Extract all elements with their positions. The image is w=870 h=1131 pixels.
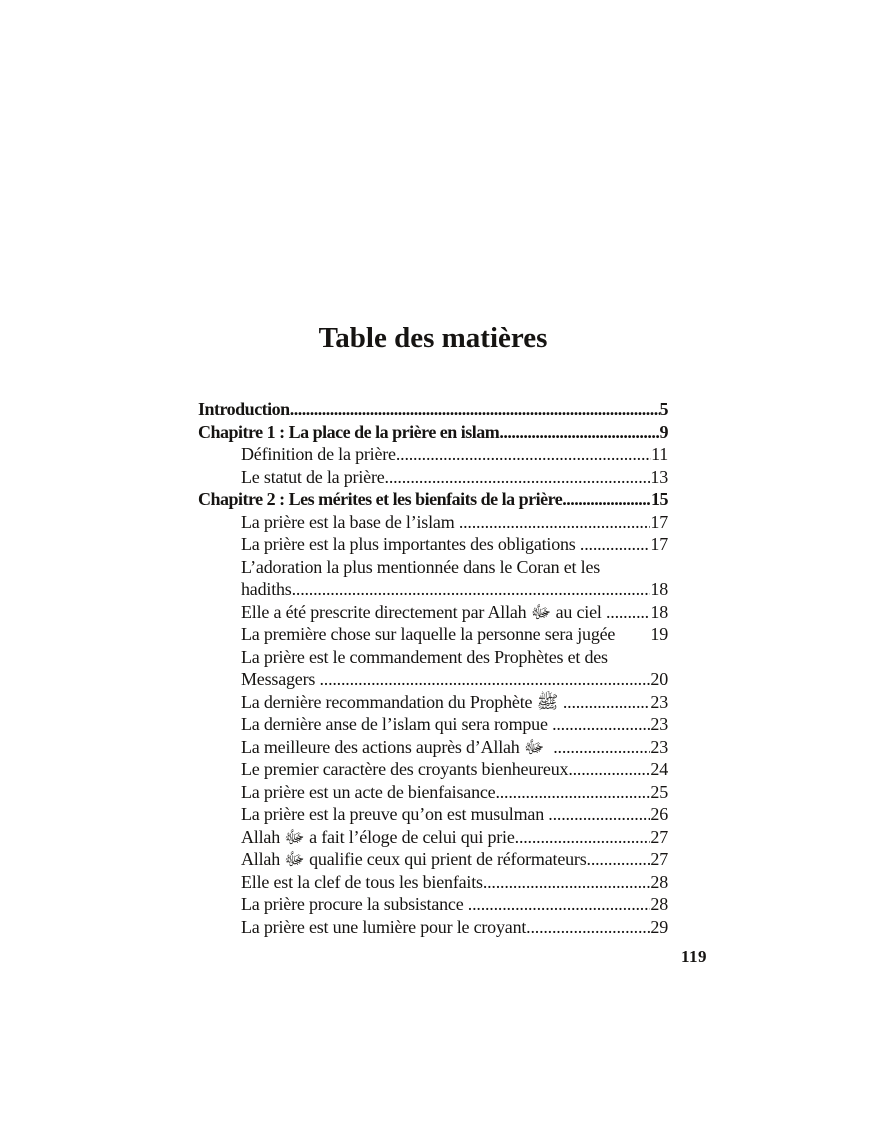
- toc-dots-leader: [587, 848, 651, 871]
- toc-dots-leader: [468, 893, 651, 916]
- toc-page-number: 24: [650, 759, 668, 779]
- toc-page-number: 15: [651, 489, 668, 509]
- toc-dots-leader: [385, 466, 651, 489]
- toc-row: [198, 511, 668, 534]
- toc-row: [198, 488, 668, 511]
- toc-page-number: 20: [650, 669, 668, 689]
- toc-entry-label: Le premier caractère des croyants bienheureux: [241, 759, 569, 779]
- toc-dots-leader: [552, 713, 650, 736]
- toc-entry-label: Chapitre 1 : La place de la prière en islam: [198, 421, 500, 442]
- toc-row: [198, 691, 668, 714]
- toc-row: [198, 803, 668, 826]
- toc-row: [198, 893, 668, 916]
- toc-row: [198, 398, 668, 421]
- toc-dots-leader: [553, 736, 650, 759]
- toc-dots-leader: [548, 803, 650, 826]
- toc-entry-label: La prière est la preuve qu’on est musulman: [241, 804, 549, 824]
- toc-content: [198, 320, 668, 938]
- toc-entry-label: La dernière recommandation du Prophète ﷺ: [241, 691, 563, 712]
- toc-dots-leader: [459, 511, 651, 534]
- toc-page-number: 11: [651, 444, 668, 464]
- toc-dots-leader: [290, 398, 660, 421]
- toc-entry-label: La prière procure la subsistance: [241, 894, 468, 914]
- page-title: Table des matières: [318, 322, 548, 354]
- toc-entry-label: Chapitre 2 : Les mérites et les bienfaits de la prière: [198, 489, 563, 509]
- toc-entry-label: La prière est le commandement des Prophètes et des: [241, 646, 608, 667]
- toc-entry-label: La prière est une lumière pour le croyant: [241, 916, 527, 937]
- toc-row: [198, 826, 668, 849]
- toc-entry-label: Définition de la prière: [241, 444, 396, 464]
- toc-row: [198, 736, 668, 759]
- toc-page-number: 27: [650, 849, 668, 869]
- toc-page-number: 25: [650, 781, 668, 802]
- toc-entry-label: La dernière anse de l’islam qui sera rompue: [241, 714, 553, 734]
- toc-dots-leader: [526, 916, 650, 939]
- toc-row: [198, 713, 668, 736]
- toc-row: [198, 646, 668, 669]
- toc-row: [198, 556, 668, 579]
- toc-page-number: 23: [650, 691, 668, 712]
- toc-page-number: 18: [650, 601, 668, 622]
- toc-dots-leader: [580, 533, 650, 556]
- toc-page-number: 17: [650, 534, 668, 554]
- page-number: 119: [681, 947, 708, 966]
- toc-page-number: 29: [650, 916, 668, 937]
- toc-entry-label: Messagers: [241, 669, 320, 689]
- toc-row: [198, 421, 668, 444]
- toc-dots-leader: [515, 826, 651, 849]
- toc-row: [198, 601, 668, 624]
- toc-list: [198, 398, 668, 938]
- toc-page-number: 27: [650, 826, 668, 847]
- toc-entry-label: La prière est un acte de bienfaisance: [241, 781, 496, 802]
- toc-entry-label: hadiths: [241, 579, 292, 599]
- toc-page-number: 23: [650, 736, 668, 757]
- toc-page-number: 5: [659, 399, 668, 419]
- toc-page-number: 17: [650, 511, 668, 532]
- toc-page-number: 28: [650, 894, 668, 914]
- toc-entry-label: Le statut de la prière: [241, 466, 385, 487]
- toc-entry-label: La prière est la base de l’islam: [241, 511, 459, 532]
- toc-row: [198, 781, 668, 804]
- toc-page-number: 13: [650, 466, 668, 487]
- toc-page-number: 28: [650, 871, 668, 892]
- toc-entry-label: Allah ﷻ a fait l’éloge de celui qui prie: [241, 826, 515, 847]
- toc-entry-label: Elle est la clef de tous les bienfaits: [241, 871, 483, 892]
- toc-dots-leader: [319, 668, 650, 691]
- toc-entry-label: Introduction: [198, 399, 290, 419]
- toc-dots-leader: [396, 443, 651, 466]
- toc-row: [198, 758, 668, 781]
- toc-dots-leader: [568, 758, 650, 781]
- toc-entry-label: La première chose sur laquelle la personne sera jugée: [241, 624, 616, 644]
- toc-row: [198, 466, 668, 489]
- toc-entry-label: L’adoration la plus mentionnée dans le Coran et les: [241, 556, 601, 577]
- toc-entry-label: Elle a été prescrite directement par Allah ﷻ au ciel: [241, 601, 606, 622]
- toc-entry-label: La meilleure des actions auprès d’Allah ﷻ: [241, 736, 554, 757]
- toc-row: [198, 623, 668, 646]
- toc-dots-leader: [562, 488, 651, 511]
- toc-row: [198, 443, 668, 466]
- toc-entry-label: La prière est la plus importantes des obligations: [241, 534, 580, 554]
- toc-dots-leader: [495, 781, 650, 804]
- toc-page-number: 26: [650, 804, 668, 824]
- toc-row: [198, 533, 668, 556]
- toc-dots-leader: [563, 691, 651, 714]
- toc-row: [198, 871, 668, 894]
- toc-entry-label: Allah ﷻ qualifie ceux qui prient de réformateurs: [241, 849, 587, 869]
- toc-page-number: 23: [650, 714, 668, 734]
- toc-row: [198, 848, 668, 871]
- toc-page-number: 18: [650, 579, 668, 599]
- toc-page-number: 19: [650, 624, 668, 644]
- toc-page-number: 9: [659, 421, 668, 442]
- toc-dots-leader: [483, 871, 651, 894]
- toc-dots-leader: [292, 578, 651, 601]
- toc-dots-leader: [499, 421, 659, 444]
- toc-row: [198, 578, 668, 601]
- toc-row: [198, 668, 668, 691]
- toc-row: [198, 916, 668, 939]
- toc-dots-leader: [606, 601, 650, 624]
